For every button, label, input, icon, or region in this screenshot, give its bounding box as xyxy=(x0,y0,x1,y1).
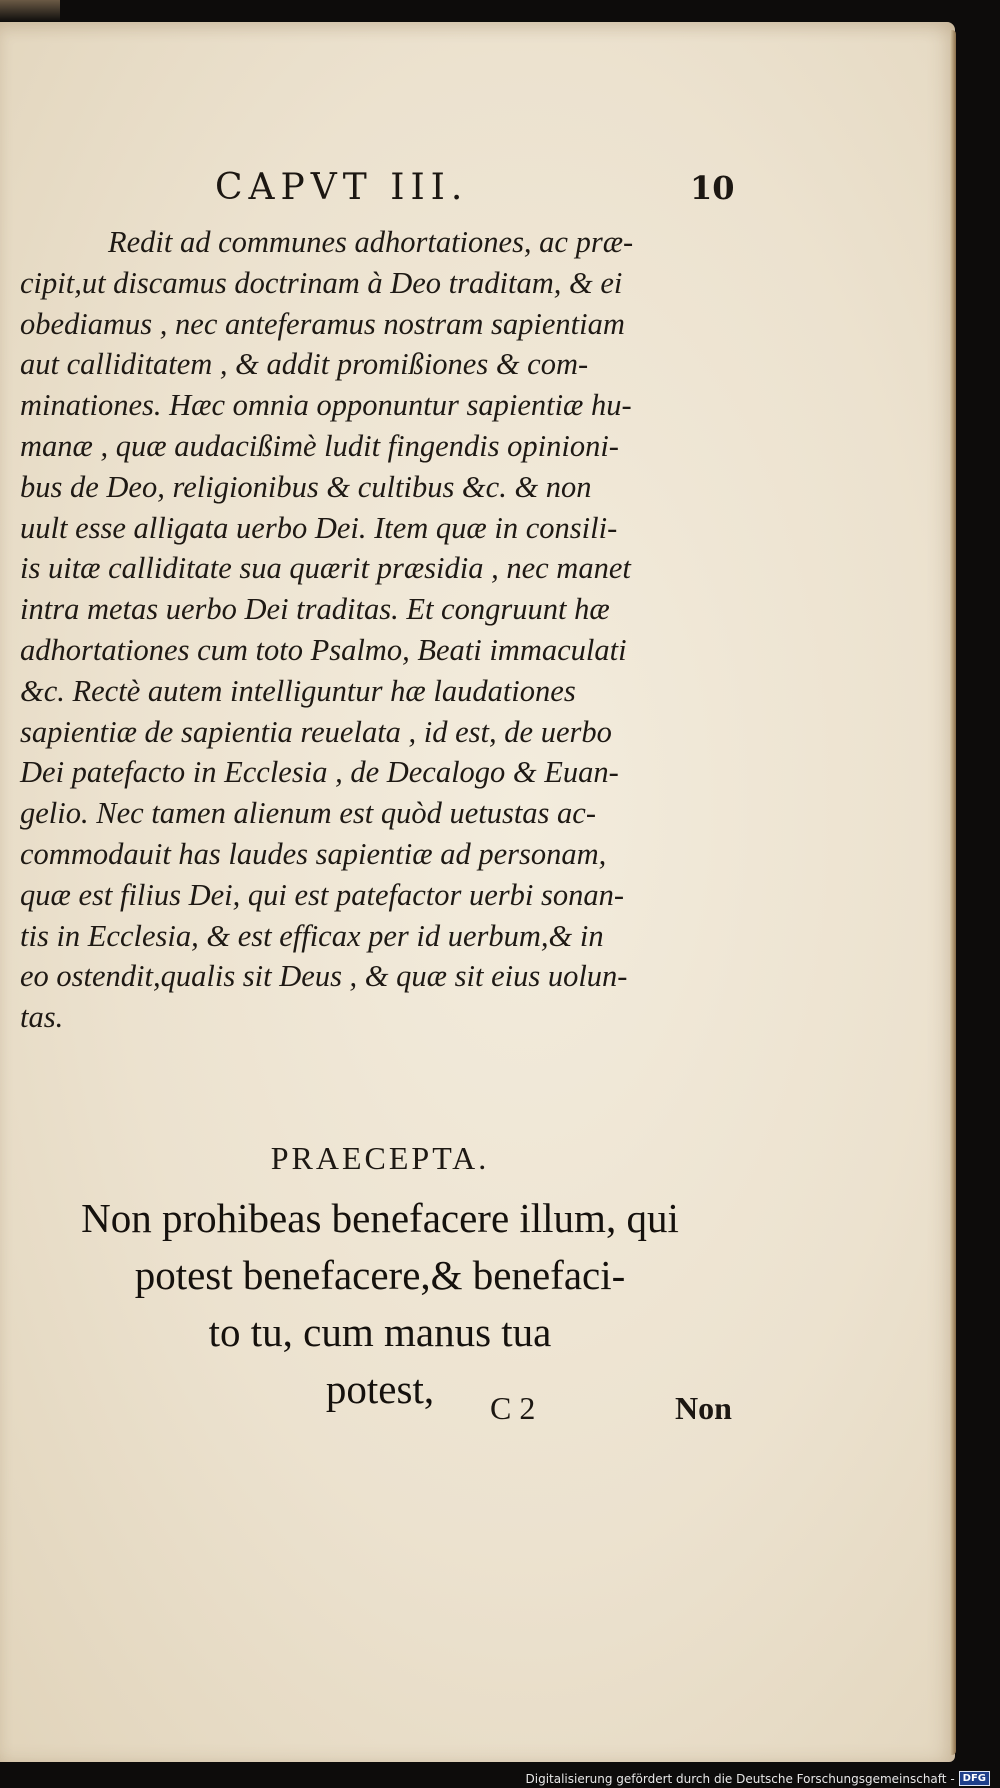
page-footer-marks xyxy=(0,1390,760,1430)
text-line: uult esse alligata uerbo Dei. Item quæ in consili- xyxy=(20,510,618,545)
text-line: manæ , quæ audacißimè ludit fingendis opinioni- xyxy=(20,428,619,463)
section-heading: PRAECEPTA. xyxy=(270,1140,490,1176)
catchword: Non xyxy=(675,1390,732,1426)
text-line: minationes. Hæc omnia opponuntur sapientiæ hu- xyxy=(20,388,632,423)
text-line: eo ostendit,qualis sit Deus , & quæ sit eius uolun- xyxy=(20,959,628,994)
text-line: tis in Ecclesia, & est efficax per id uerbum,& in xyxy=(20,918,604,953)
text-line: tas. xyxy=(20,1000,64,1035)
text-line: cipit,ut discamus doctrinam à Deo traditam, & ei xyxy=(20,265,623,300)
text-line: gelio. Nec tamen alienum est quòd uetustas ac- xyxy=(20,796,597,831)
scan-edge-shadow xyxy=(0,0,60,22)
text-line: Redit ad communes adhortationes, ac præ- xyxy=(108,225,634,259)
running-title: CAPVT III. xyxy=(215,167,469,208)
precept-line: potest benefacere,& benefaci- xyxy=(134,1252,626,1298)
page-edge xyxy=(950,30,956,1755)
text-line: intra metas uerbo Dei traditas. Et congruunt hæ xyxy=(20,592,610,627)
text-line: bus de Deo, religionibus & cultibus &c. & non xyxy=(20,469,592,504)
text-line: &c. Rectè autem intelliguntur hæ laudationes xyxy=(20,673,576,708)
precept-line: Non prohibeas benefacere illum, qui xyxy=(81,1195,679,1241)
credit-text: Digitalisierung gefördert durch die Deutsche Forschungsgemeinschaft - xyxy=(525,1771,955,1786)
precept-line: potest, xyxy=(325,1366,435,1412)
page-number: 10 xyxy=(690,169,735,207)
commentary-text xyxy=(20,222,740,1038)
text-line: quæ est filius Dei, qui est patefactor uerbi sonan- xyxy=(20,877,625,912)
dfg-logo: DFG xyxy=(959,1771,990,1786)
page-header xyxy=(0,167,955,217)
precept-line: to tu, cum manus tua xyxy=(208,1309,552,1355)
digitization-credit xyxy=(526,1771,991,1786)
text-line: is uitæ calliditate sua quærit præsidia , nec manet xyxy=(20,551,631,586)
precept-text xyxy=(0,1190,760,1418)
book-page xyxy=(0,22,955,1762)
text-line: adhortationes cum toto Psalmo, Beati immaculati xyxy=(20,632,627,667)
text-line: commodauit has laudes sapientiæ ad personam, xyxy=(20,836,607,871)
text-line: obediamus , nec anteferamus nostram sapientiam xyxy=(20,306,625,341)
text-line: Dei patefacto in Ecclesia , de Decalogo & Euan- xyxy=(20,755,619,790)
text-line: sapientiæ de sapientia reuelata , id est, de uerbo xyxy=(20,714,612,749)
signature-mark: C 2 xyxy=(490,1390,536,1426)
text-line: aut calliditatem , & addit promißiones & com- xyxy=(20,347,589,382)
